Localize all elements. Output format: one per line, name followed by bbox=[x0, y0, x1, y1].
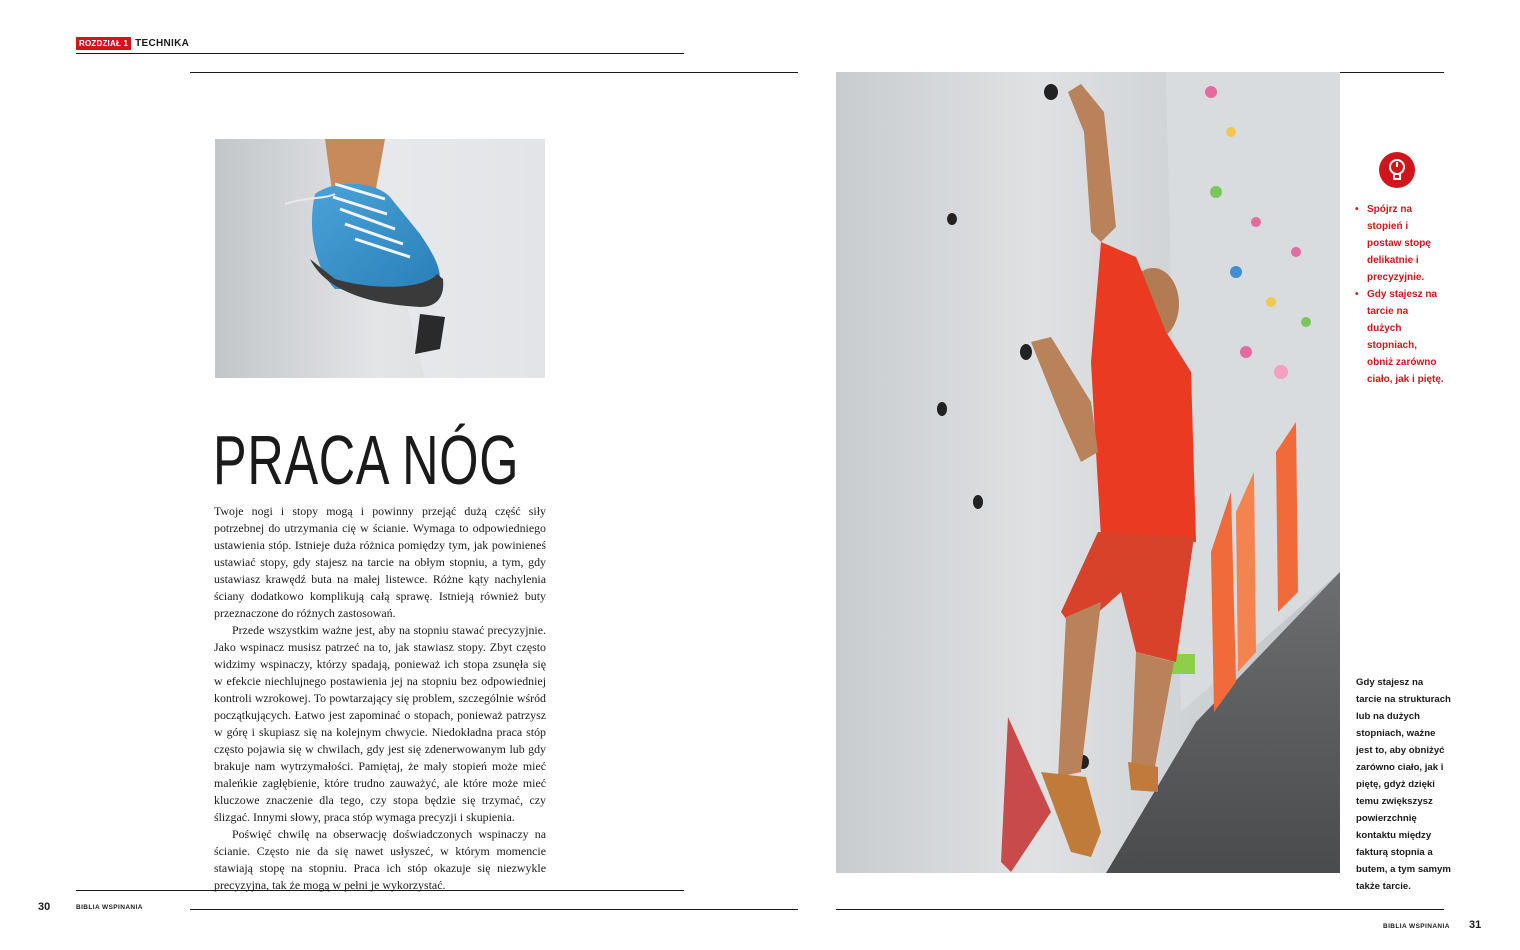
lightbulb-icon bbox=[1379, 152, 1415, 188]
tip-item: • Spójrz na stopień i postaw stopę delikatnie i precyzyjnie. bbox=[1355, 201, 1445, 286]
article-title: PRACA NÓG bbox=[213, 421, 520, 499]
left-footer-rule bbox=[190, 909, 798, 910]
paragraph-2: Przede wszystkim ważne jest, aby na stopniu stawać precyzyjnie. Jako wspinacz musisz patrzeć na to, jak stawiasz stopy. Zbyt często widzimy wspinaczy, którzy spadają, ponieważ ich stopa zsunęła się w efekcie niechlujnego postawienia jej na stopniu bez odpowiedniej kontroli wzrokowej. To powtarzający się problem, szczególnie wśród początkujących. Łatwo jest zapominać o stopach, ponieważ patrzysz w górę i skupiasz się na kolejnym chwycie. Niedokładna praca stóp często pojawia się w chwilach, gdy jest się zdenerwowanym lub gdy brakuje nam wytrzymałości. Pamiętaj, że mały stopień może mieć maleńkie zagłębienie, które trudno zauważyć, ale które może mieć kluczowe znaczenie dla tego, czy stopa będzie się trzymać, czy ślizgać. Innymi słowy, praca stóp wymaga precyzji i skupienia. bbox=[214, 623, 546, 824]
tip-item: • Gdy stajesz na tarcie na dużych stopniach, obniż zarówno ciało, jak i piętę. bbox=[1355, 286, 1445, 388]
chapter-header bbox=[76, 37, 189, 50]
left-top-rule bbox=[190, 72, 798, 73]
right-top-rule bbox=[1340, 72, 1444, 73]
photo-caption: Gdy stajesz na tarcie na strukturach lub na dużych stopniach, ważne jest to, aby obniżyć zarówno ciało, jak i piętę, gdyż dzięki temu zwiększysz powierzchnię kontaktu między fakturą stopnia a butem, a tym samym także tarcie. bbox=[1356, 677, 1451, 892]
climbing-shoe-photo bbox=[215, 139, 545, 378]
left-book-title: BIBLIA WSPINANIA bbox=[76, 904, 143, 911]
article-body bbox=[214, 503, 546, 894]
climber-photo bbox=[836, 72, 1340, 873]
right-footer-rule bbox=[836, 909, 1444, 910]
paragraph-3: Poświęć chwilę na obserwację doświadczonych wspinaczy na ścianie. Często nie da się nawet usłyszeć, w którym momencie stawiają stopę na stopniu. Praca ich stóp okazuje się niezwykle precyzyjna, tak że mogą w pełni je wykorzystać. bbox=[214, 827, 546, 892]
left-page-number: 30 bbox=[38, 901, 51, 913]
right-book-title: BIBLIA WSPINANIA bbox=[1383, 923, 1450, 930]
header-rule bbox=[76, 53, 684, 54]
chapter-badge: ROZDZIAŁ 1 bbox=[76, 37, 131, 50]
right-page-number: 31 bbox=[1469, 919, 1482, 931]
paragraph-1: Twoje nogi i stopy mogą i powinny przejąć dużą część siły potrzebnej do utrzymania cię w ścianie. Wymaga to odpowiedniego ustawienia stóp. Istnieje duża różnica pomiędzy tym, jak powinieneś ustawiać stopy, gdy stajesz na tarcie na obłym stopniu, a tym, gdy ustawiasz krawędź buta na małej listewce. Różne kąty nachylenia ściany dodatkowo komplikują całą sprawę. Istnieją również buty przeznaczone do różnych zastosowań. bbox=[214, 504, 546, 620]
chapter-name: TECHNIKA bbox=[135, 38, 190, 49]
tips-list bbox=[1355, 201, 1445, 388]
